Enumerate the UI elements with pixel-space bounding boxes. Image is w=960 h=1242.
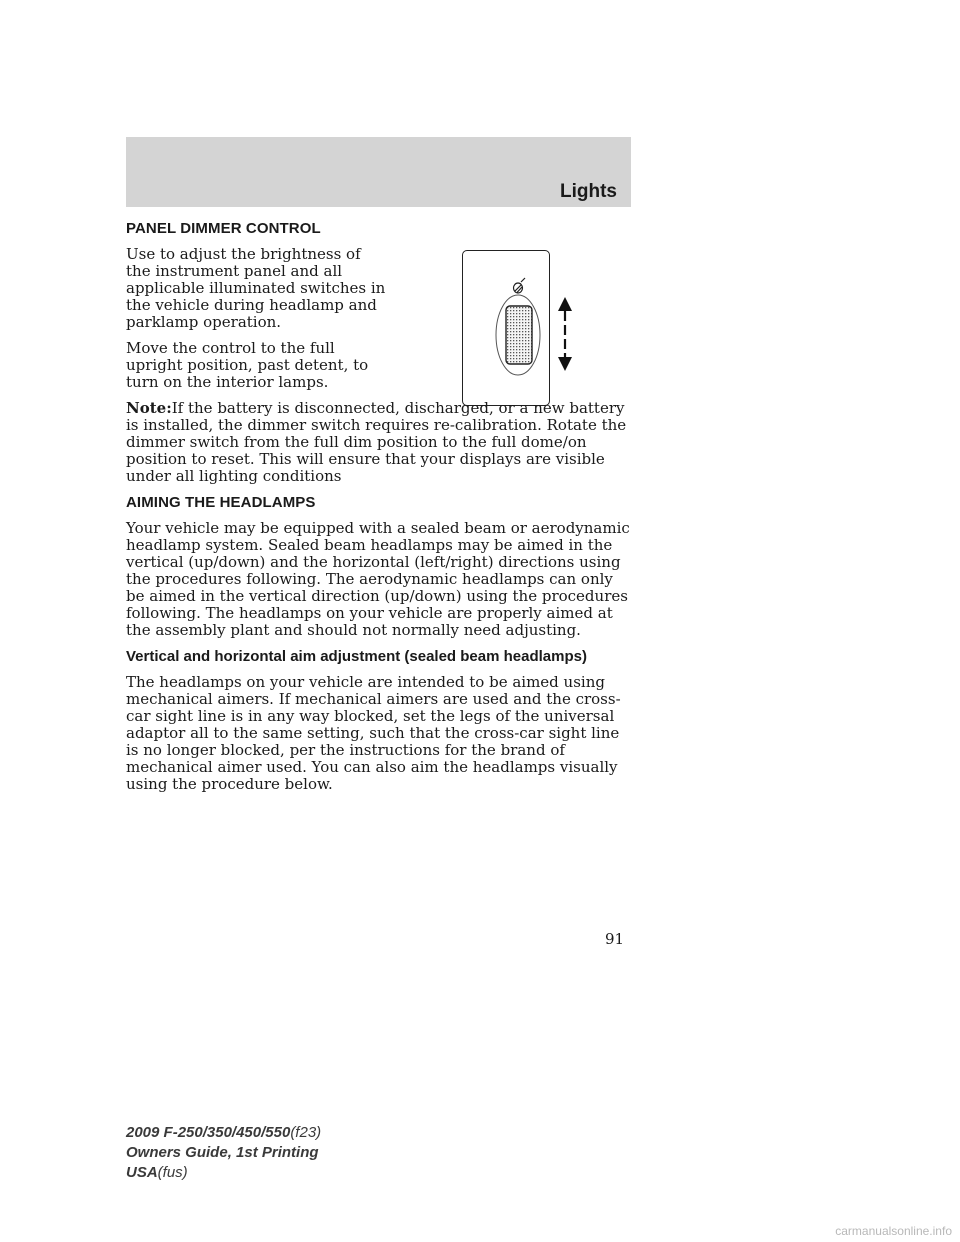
aiming-para1: Your vehicle may be equipped with a sealed beam or aerodynamic headlamp system. Sealed beam headlamps may be aimed in the vertical (up/down) and the horizontal (left/right) directions using the procedures following. The aerodynamic headlamps can only be aimed in the vertical direction (up/down) using the procedures following. The headlamps on your vehicle are properly aimed at the assembly plant and should not normally need adjusting. xyxy=(126,519,630,639)
footer-printing: Owners Guide, 1st Printing xyxy=(126,1144,319,1161)
footer-market: USA xyxy=(126,1164,158,1181)
panel-dimmer-para2: Move the control to the full upright position, past detent, to turn on the interior lamps. xyxy=(126,339,369,391)
note-label: Note: xyxy=(126,399,172,417)
page-body xyxy=(126,220,632,802)
watermark: carmanualsonline.info xyxy=(835,1224,952,1238)
panel-dimmer-para1: Use to adjust the brightness of the instrument panel and all applicable illuminated switches in the vehicle during headlamp and parklamp operation. xyxy=(126,245,386,331)
aiming-heading: AIMING THE HEADLAMPS xyxy=(126,494,316,511)
footer xyxy=(126,1123,321,1183)
section-title: Lights xyxy=(560,181,617,202)
section-header xyxy=(126,137,631,207)
vertical-horizontal-para1: The headlamps on your vehicle are intended to be aimed using mechanical aimers. If mechanical aimers are used and the cross-car sight line is in any way blocked, set the legs of the universal adaptor all to the same setting, such that the cross-car sight line is no longer blocked, per the instructions for the brand of mechanical aimer used. You can also aim the headlamps visually using the procedure below. xyxy=(126,673,621,793)
footer-model: 2009 F-250/350/450/550 xyxy=(126,1124,291,1141)
vertical-horizontal-heading: Vertical and horizontal aim adjustment (sealed beam headlamps) xyxy=(126,648,587,665)
panel-dimmer-note xyxy=(126,400,632,485)
panel-dimmer-heading: PANEL DIMMER CONTROL xyxy=(126,220,321,237)
page-number: 91 xyxy=(605,930,625,948)
footer-model-code: (f23) xyxy=(290,1124,322,1141)
note-text: If the battery is disconnected, discharged, or a new battery is installed, the dimmer switch requires re-calibration. Rotate the dimmer switch from the full dim position to the full dome/on position to reset. This will ensure that your displays are visible under all lighting conditions xyxy=(126,399,627,485)
footer-market-code: (fus) xyxy=(157,1164,188,1181)
